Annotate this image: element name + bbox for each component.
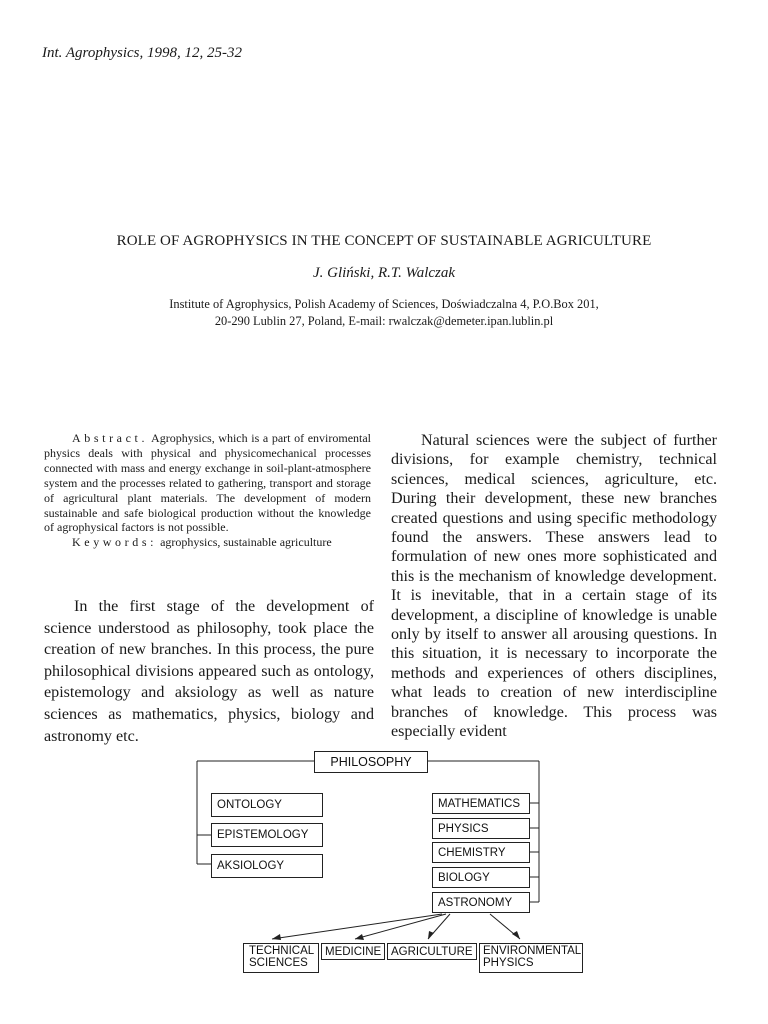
agriculture-box: AGRICULTURE	[387, 943, 477, 960]
abstract-paragraph	[44, 431, 371, 535]
body-paragraph-left: In the first stage of the development of science understood as philosophy, took place the creation of new branches. In this process, the pure philosophical divisions appeared such as ontology, epistemology and aksiology as well as nature sciences as mathematics, physics, biology and astronomy etc.	[44, 598, 374, 745]
affiliation-line-2: 20-290 Lublin 27, Poland, E-mail: rwalczak@demeter.ipan.lublin.pl	[214, 314, 554, 328]
abstract	[44, 431, 371, 550]
abstract-label: Abstract.	[72, 431, 149, 445]
physics-box: PHYSICS	[432, 818, 530, 839]
sciences-diagram	[180, 742, 600, 982]
aksiology-box: AKSIOLOGY	[211, 854, 323, 878]
arrow-to-technical	[272, 914, 442, 939]
keywords-paragraph	[44, 535, 371, 550]
affiliation	[0, 296, 768, 330]
technical-line-2: SCIENCES	[249, 957, 308, 969]
abstract-text: Agrophysics, which is a part of enviromental physics deals with physical and physicomechanical processes connected with mass and energy exchange in soil-plant-atmosphere system and the processes related to gathering, transport and storage of agricultural plant materials. The development of modern sustainable and safe biological production without the knowledge of agrophysical factors is not possible.	[44, 431, 372, 535]
body-column-right	[391, 431, 717, 742]
environmental-line-2: PHYSICS	[483, 957, 534, 969]
environmental-line-1: ENVIRONMENTAL	[483, 945, 582, 957]
arrow-to-medicine	[355, 914, 446, 939]
journal-citation: Int. Agrophysics, 1998, 12, 25-32	[42, 45, 242, 61]
paper-authors: J. Gliński, R.T. Walczak	[312, 265, 456, 281]
chemistry-box: CHEMISTRY	[432, 842, 530, 863]
ontology-box: ONTOLOGY	[211, 793, 323, 817]
medicine-box: MEDICINE	[321, 943, 385, 960]
keywords-text: agrophysics, sustainable agriculture	[160, 535, 332, 550]
keywords-label: Keywords:	[72, 535, 158, 550]
body-paragraph-right: Natural sciences were the subject of further divisions, for example chemistry, technical sciences, medical sciences, agriculture, etc. During their development, these new branches created questions and using specific methodology found the answers. These answers lead to formulation of new ones more sophisticated and this is the mechanism of knowledge development. It is inevitable, that in a certain stage of its development, a discipline of knowledge is unable only by itself to answer all arousing questions. In this situation, it is necessary to incorporate the methods and experiences of others disciplines, what leads to creation of new interdiscipline branches of knowledge. This process was especially evident	[391, 432, 717, 741]
environmental-physics-box	[479, 943, 583, 973]
astronomy-box: ASTRONOMY	[432, 892, 530, 913]
arrow-head	[428, 931, 434, 939]
technical-sciences-box	[243, 943, 319, 973]
arrow-head	[512, 931, 520, 939]
philosophy-box: PHILOSOPHY	[314, 751, 428, 773]
arrow-head	[355, 934, 364, 940]
mathematics-box: MATHEMATICS	[432, 793, 530, 814]
arrow-head	[272, 934, 281, 940]
epistemology-box: EPISTEMOLOGY	[211, 823, 323, 847]
paper-title: ROLE OF AGROPHYSICS IN THE CONCEPT OF SUSTAINABLE AGRICULTURE	[116, 233, 652, 249]
body-column-left	[44, 596, 374, 747]
affiliation-line-1: Institute of Agrophysics, Polish Academy of Sciences, Doświadczalna 4, P.O.Box 201,	[169, 297, 599, 311]
technical-line-1: TECHNICAL	[249, 945, 315, 957]
biology-box: BIOLOGY	[432, 867, 530, 888]
